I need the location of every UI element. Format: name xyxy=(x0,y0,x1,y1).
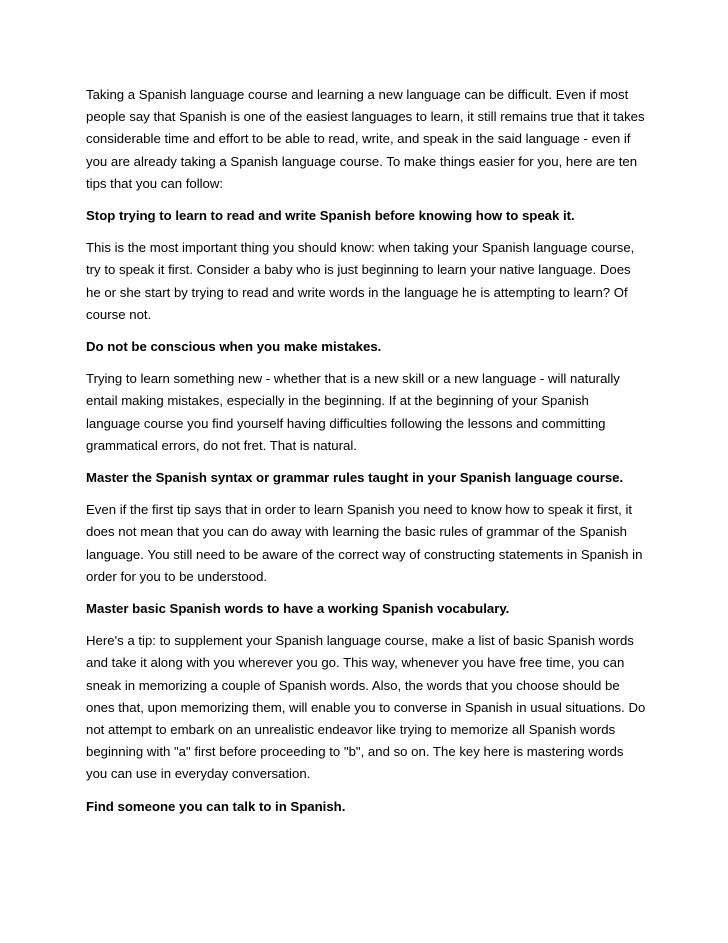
body-paragraph: This is the most important thing you should know: when taking your Spanish language course, try to speak it first. Consider a baby who is just beginning to learn your native language. Does he or she start by trying to read and write words in the language he is attempting to learn? Of course not. xyxy=(86,240,635,322)
tip-heading: Find someone you can talk to in Spanish. xyxy=(86,798,346,814)
tip-heading: Master the Spanish syntax or grammar rules taught in your Spanish language course. xyxy=(86,470,624,486)
body-paragraph: Even if the first tip says that in order to learn Spanish you need to know how to speak it first, it does not mean that you can do away with learning the basic rules of grammar of the Spanish language. You still need to be aware of the correct way of constructing statements in Spanish in order for you to be understood. xyxy=(86,502,643,584)
tip-heading: Do not be conscious when you make mistakes. xyxy=(86,339,382,355)
tip-heading: Master basic Spanish words to have a working Spanish vocabulary. xyxy=(86,601,510,617)
body-paragraph: Trying to learn something new - whether that is a new skill or a new language - will naturally entail making mistakes, especially in the beginning. If at the beginning of your Spanish language course you find yourself having difficulties following the lessons and committing grammatical errors, do not fret. That is natural. xyxy=(86,371,620,453)
tip-heading: Stop trying to learn to read and write Spanish before knowing how to speak it. xyxy=(86,208,575,224)
intro-paragraph: Taking a Spanish language course and learning a new language can be difficult. Even if most people say that Spanish is one of the easiest languages to learn, it still remains true that it takes considerable time and effort to be able to read, write, and speak in the said language - even if you are already taking a Spanish language course. To make things easier for you, here are ten tips that you can follow: xyxy=(86,87,645,191)
body-paragraph: Here's a tip: to supplement your Spanish language course, make a list of basic Spanish words and take it along with you wherever you go. This way, whenever you have free time, you can sneak in memorizing a couple of Spanish words. Also, the words that you choose should be ones that, upon memorizing them, will enable you to converse in Spanish in usual situations. Do not attempt to embark on an unrealistic endeavor like trying to memorize all Spanish words beginning with "a" first before proceeding to "b", and so on. The key here is mastering words you can use in everyday conversation. xyxy=(86,633,646,782)
document-page xyxy=(86,84,646,828)
